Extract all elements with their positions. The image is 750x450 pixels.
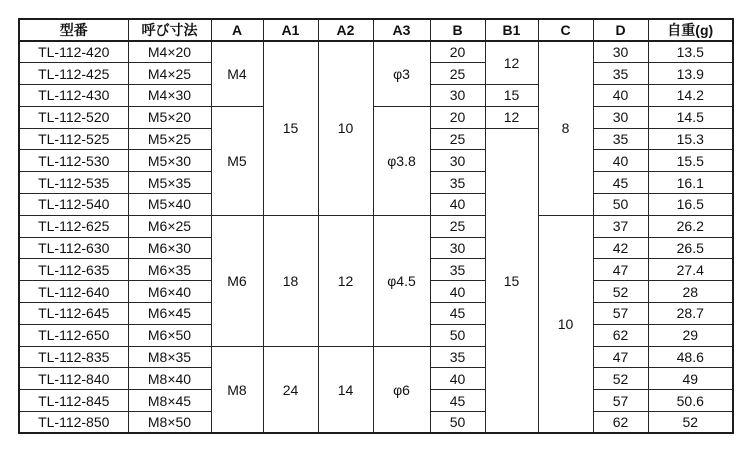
column-header: A1 <box>263 19 318 41</box>
table-cell: M6×50 <box>128 324 211 346</box>
spec-table <box>18 18 734 434</box>
table-cell: 13.9 <box>648 63 733 85</box>
table-cell: 25 <box>430 63 485 85</box>
table-cell: 47 <box>593 259 648 281</box>
table-cell: 40 <box>430 194 485 216</box>
column-header: 呼び寸法 <box>128 19 211 41</box>
table-cell: 20 <box>430 106 485 128</box>
table-cell: 10 <box>318 41 373 215</box>
column-header: B <box>430 19 485 41</box>
table-cell: M6 <box>211 215 263 346</box>
table-cell: 15 <box>485 128 538 433</box>
table-cell: 15.3 <box>648 128 733 150</box>
table-cell: 28.7 <box>648 303 733 325</box>
table-cell: M8×40 <box>128 368 211 390</box>
table-cell: 50 <box>430 324 485 346</box>
table-cell: TL-112-420 <box>19 41 128 63</box>
column-header: C <box>538 19 593 41</box>
table-cell: 30 <box>593 106 648 128</box>
header-row <box>19 19 733 41</box>
table-cell: M8 <box>211 346 263 433</box>
table-cell: 15 <box>263 41 318 215</box>
table-cell: 24 <box>263 346 318 433</box>
table-cell: 52 <box>648 412 733 434</box>
table-cell: 50 <box>430 412 485 434</box>
table-cell: φ4.5 <box>373 215 430 346</box>
table-cell: 52 <box>593 281 648 303</box>
table-cell: 25 <box>430 128 485 150</box>
table-cell: 14.5 <box>648 106 733 128</box>
column-header: 自重(g) <box>648 19 733 41</box>
table-cell: 28 <box>648 281 733 303</box>
table-cell: M8×45 <box>128 390 211 412</box>
table-cell: 35 <box>430 172 485 194</box>
table-cell: M6×30 <box>128 237 211 259</box>
table-row <box>19 346 733 368</box>
table-cell: 12 <box>485 41 538 85</box>
table-cell: 50.6 <box>648 390 733 412</box>
table-cell: 45 <box>430 303 485 325</box>
table-cell: 35 <box>593 63 648 85</box>
table-cell: φ3 <box>373 41 430 106</box>
table-cell: 30 <box>430 150 485 172</box>
column-header: 型番 <box>19 19 128 41</box>
table-cell: 57 <box>593 390 648 412</box>
table-cell: 37 <box>593 215 648 237</box>
table-cell: 49 <box>648 368 733 390</box>
table-cell: TL-112-530 <box>19 150 128 172</box>
table-cell: TL-112-845 <box>19 390 128 412</box>
table-cell: M5×20 <box>128 106 211 128</box>
table-cell: 42 <box>593 237 648 259</box>
table-cell: M5×35 <box>128 172 211 194</box>
table-cell: 30 <box>593 41 648 63</box>
table-cell: M4×20 <box>128 41 211 63</box>
table-cell: TL-112-540 <box>19 194 128 216</box>
column-header: B1 <box>485 19 538 41</box>
table-cell: M6×40 <box>128 281 211 303</box>
table-cell: M4 <box>211 41 263 106</box>
table-cell: TL-112-650 <box>19 324 128 346</box>
table-cell: 30 <box>430 237 485 259</box>
table-cell: 18 <box>263 215 318 346</box>
table-cell: 10 <box>538 215 593 433</box>
table-cell: 14.2 <box>648 85 733 107</box>
table-cell: TL-112-520 <box>19 106 128 128</box>
table-cell: 26.2 <box>648 215 733 237</box>
table-cell: 8 <box>538 41 593 215</box>
table-cell: 20 <box>430 41 485 63</box>
table-cell: 25 <box>430 215 485 237</box>
table-cell: TL-112-835 <box>19 346 128 368</box>
table-cell: 12 <box>485 106 538 128</box>
table-cell: M5×40 <box>128 194 211 216</box>
table-row <box>19 41 733 63</box>
table-cell: 35 <box>430 259 485 281</box>
table-cell: TL-112-430 <box>19 85 128 107</box>
table-cell: M8×50 <box>128 412 211 434</box>
table-cell: φ3.8 <box>373 106 430 215</box>
table-cell: M8×35 <box>128 346 211 368</box>
table-cell: 13.5 <box>648 41 733 63</box>
table-row <box>19 215 733 237</box>
table-cell: M6×35 <box>128 259 211 281</box>
table-cell: TL-112-640 <box>19 281 128 303</box>
table-cell: TL-112-635 <box>19 259 128 281</box>
table-cell: TL-112-535 <box>19 172 128 194</box>
table-cell: 45 <box>430 390 485 412</box>
table-cell: 29 <box>648 324 733 346</box>
table-cell: 45 <box>593 172 648 194</box>
table-cell: 14 <box>318 346 373 433</box>
column-header: A2 <box>318 19 373 41</box>
table-cell: φ6 <box>373 346 430 433</box>
column-header: A <box>211 19 263 41</box>
table-cell: 40 <box>430 281 485 303</box>
table-cell: TL-112-645 <box>19 303 128 325</box>
table-cell: 52 <box>593 368 648 390</box>
table-cell: M4×30 <box>128 85 211 107</box>
table-cell: TL-112-425 <box>19 63 128 85</box>
table-row <box>19 106 733 128</box>
table-cell: 16.1 <box>648 172 733 194</box>
table-cell: 30 <box>430 85 485 107</box>
table-cell: M4×25 <box>128 63 211 85</box>
table-cell: 62 <box>593 324 648 346</box>
table-cell: 27.4 <box>648 259 733 281</box>
table-cell: TL-112-525 <box>19 128 128 150</box>
table-cell: 15.5 <box>648 150 733 172</box>
table-cell: TL-112-625 <box>19 215 128 237</box>
table-cell: 35 <box>430 346 485 368</box>
table-cell: 48.6 <box>648 346 733 368</box>
table-cell: M6×45 <box>128 303 211 325</box>
table-cell: 16.5 <box>648 194 733 216</box>
column-header: D <box>593 19 648 41</box>
table-body <box>19 41 733 433</box>
table-cell: 26.5 <box>648 237 733 259</box>
table-cell: M6×25 <box>128 215 211 237</box>
table-cell: TL-112-630 <box>19 237 128 259</box>
table-cell: 40 <box>593 85 648 107</box>
table-cell: 40 <box>430 368 485 390</box>
table-cell: M5 <box>211 106 263 215</box>
table-cell: 15 <box>485 85 538 107</box>
table-cell: 50 <box>593 194 648 216</box>
table-cell: 12 <box>318 215 373 346</box>
table-cell: TL-112-850 <box>19 412 128 434</box>
table-cell: 40 <box>593 150 648 172</box>
table-cell: 35 <box>593 128 648 150</box>
table-cell: M5×30 <box>128 150 211 172</box>
table-cell: 47 <box>593 346 648 368</box>
column-header: A3 <box>373 19 430 41</box>
table-cell: M5×25 <box>128 128 211 150</box>
table-cell: 62 <box>593 412 648 434</box>
table-cell: 57 <box>593 303 648 325</box>
table-cell: TL-112-840 <box>19 368 128 390</box>
